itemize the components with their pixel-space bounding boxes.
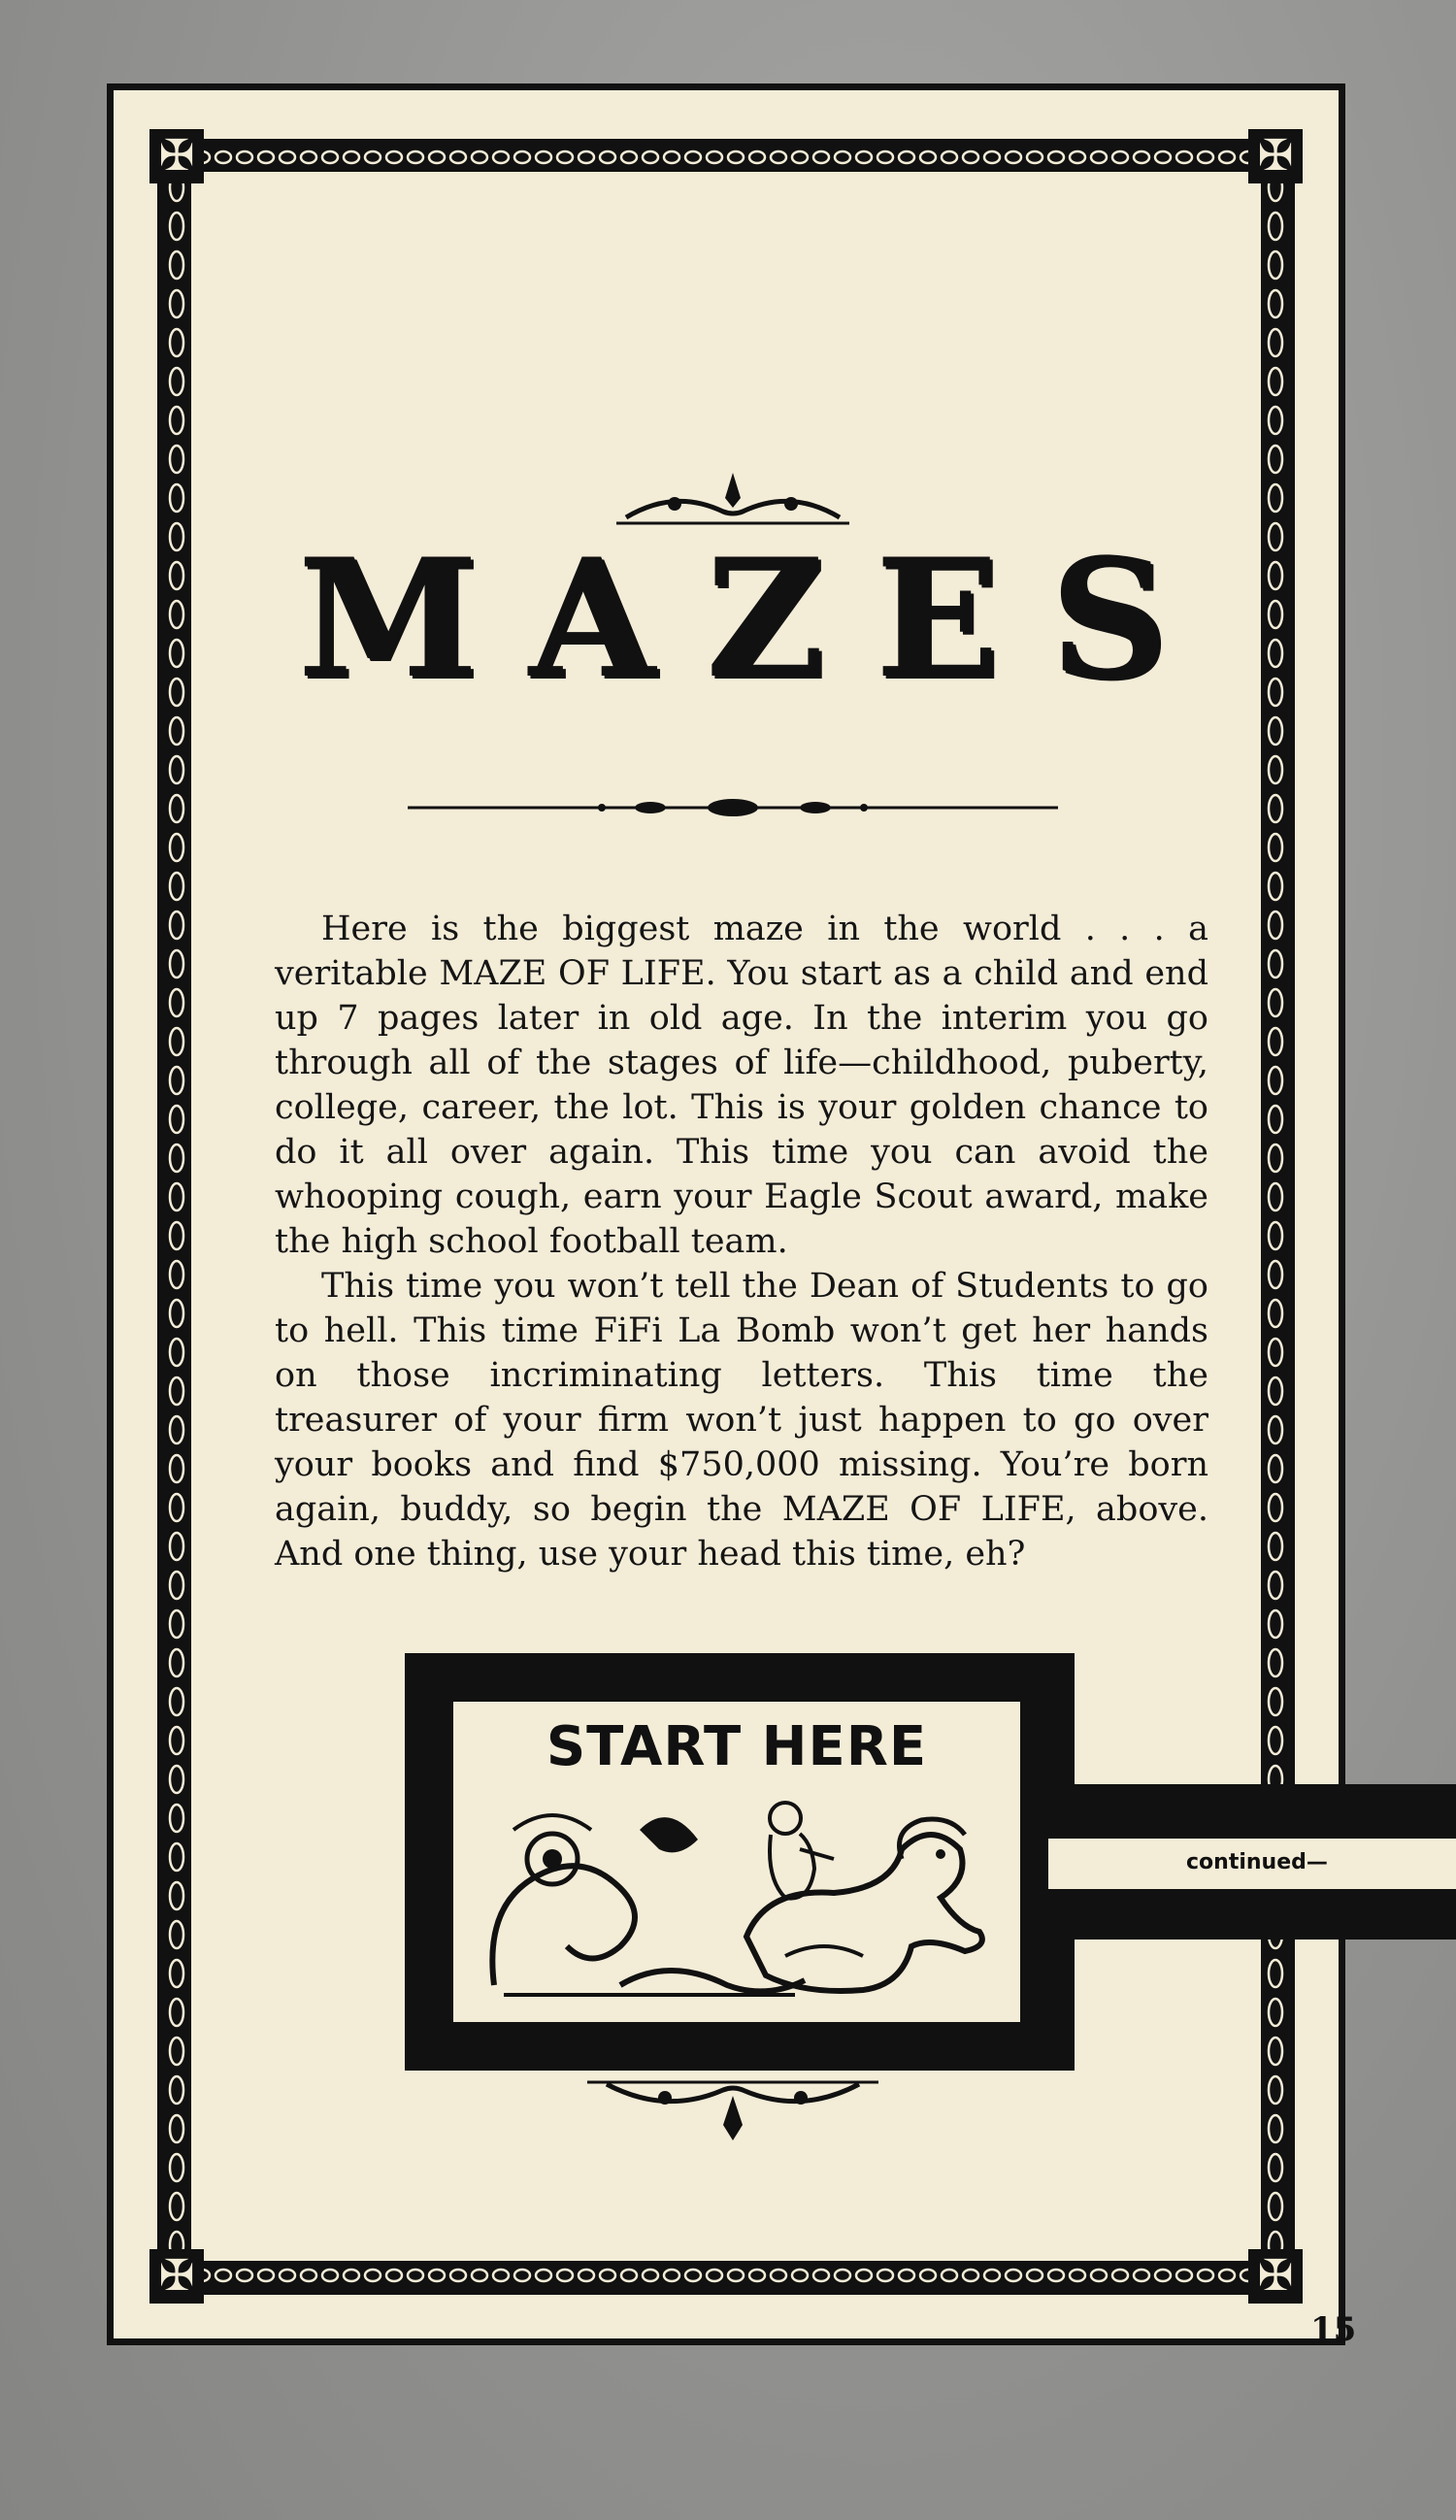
- top-flourish-icon: [616, 469, 849, 527]
- title-area: [220, 469, 1245, 818]
- corner-ornament-icon: ✠: [149, 129, 204, 183]
- maze-start-box: [405, 1653, 1075, 2071]
- start-label: START HERE: [546, 1715, 928, 1778]
- intro-paragraph: Here is the biggest maze in the world . . . a veritable MAZE OF LIFE. You start as a child and end up 7 pages later in old age. In the interim you go through all of the stages of life—childhood, puberty, college, career, the lot. This is your golden chance to do it all over again. This time you can avoid the whooping cough, earn your Eagle Scout award, make the high school football team.: [275, 910, 1208, 1261]
- corner-ornament-icon: ✠: [1248, 2249, 1303, 2304]
- top-border-ornament: [191, 143, 1255, 172]
- book-page: [107, 83, 1345, 2345]
- intro-paragraph: This time you won’t tell the Dean of Students to go to hell. This time FiFi La Bomb won’t get her hands on those incriminating letters. This time the treasurer of your firm won’t just happen to go over your books and find $750,000 missing. You’re born again, buddy, so begin the MAZE OF LIFE, above. And one thing, use your head this time, eh?: [275, 1267, 1208, 1574]
- continued-label: continued—: [1186, 1850, 1328, 1874]
- cherub-on-lion-illustration: [475, 1791, 999, 2005]
- bottom-border-ornament: [191, 2261, 1255, 2290]
- corner-ornament-icon: ✠: [1248, 129, 1303, 183]
- page-number: 15: [1310, 2310, 1357, 2349]
- page-title: MAZES: [297, 522, 1219, 714]
- intro-text: [275, 907, 1208, 1576]
- maze-continuation-path: [1048, 1784, 1456, 1940]
- corner-ornament-icon: ✠: [149, 2249, 204, 2304]
- start-panel: [453, 1702, 1020, 2022]
- title-underline-ornament: [408, 797, 1058, 818]
- left-border-ornament: [162, 168, 191, 2261]
- bottom-flourish-icon: [587, 2076, 878, 2144]
- right-border-ornament: [1261, 168, 1290, 2261]
